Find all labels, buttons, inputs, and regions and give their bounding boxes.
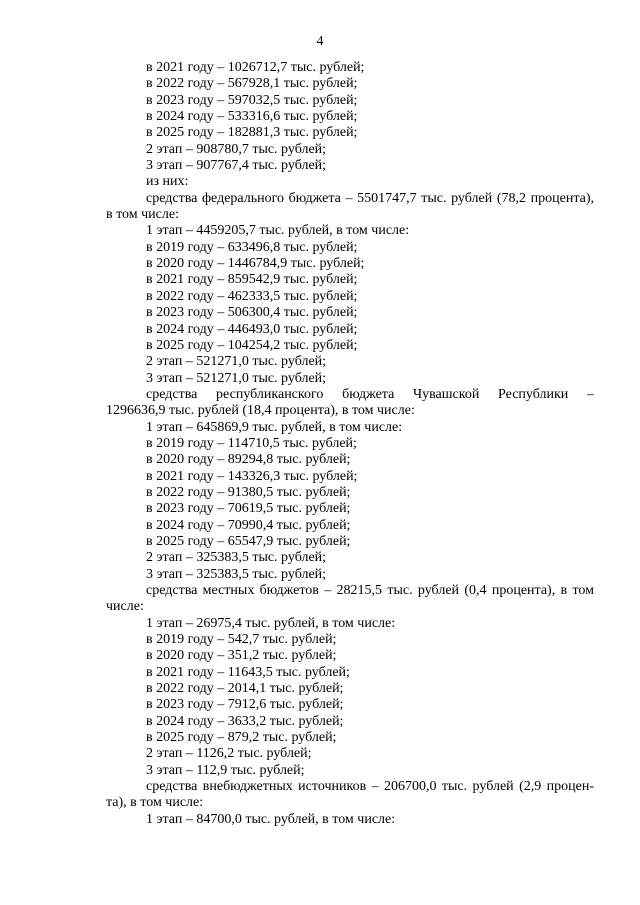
text-line: в 2025 году – 879,2 тыс. рублей; [146,730,337,746]
text-line: 1296636,9 тыс. рублей (18,4 процента), в том числе: [106,403,415,419]
text-line: в 2022 году – 567928,1 тыс. рублей; [146,76,358,92]
text-line: 2 этап – 1126,2 тыс. рублей; [146,746,312,762]
text-line: в 2024 году – 70990,4 тыс. рублей; [146,517,351,533]
text-line: 3 этап – 112,9 тыс. рублей; [146,762,305,778]
text-line: в 2021 году – 11643,5 тыс. рублей; [146,664,350,680]
text-line: в 2025 году – 65547,9 тыс. рублей; [146,533,351,549]
text-line: в 2024 году – 533316,6 тыс. рублей; [146,109,358,125]
text-line: 2 этап – 521271,0 тыс. рублей; [146,354,327,370]
text-line: в 2020 году – 1446784,9 тыс. рублей; [146,256,365,272]
text-line: в 2022 году – 2014,1 тыс. рублей; [146,681,344,697]
text-line: та), в том числе: [106,795,204,811]
text-line: 2 этап – 325383,5 тыс. рублей; [146,550,327,566]
text-line: в том числе: [106,207,179,223]
text-line: из них: [146,174,189,190]
text-line: 1 этап – 4459205,7 тыс. рублей, в том числе: [146,223,410,239]
text-line: в 2025 году – 182881,3 тыс. рублей; [146,125,358,141]
text-line: в 2023 году – 70619,5 тыс. рублей; [146,501,351,517]
text-line: 1 этап – 84700,0 тыс. рублей, в том числе: [146,811,396,827]
text-line: в 2023 году – 506300,4 тыс. рублей; [146,305,358,321]
text-line: 1 этап – 645869,9 тыс. рублей, в том числе: [146,419,403,435]
text-line: средства республиканского бюджета Чувашской Республики – [146,386,594,402]
document-body [106,60,594,828]
text-line: 3 этап – 325383,5 тыс. рублей; [146,566,327,582]
text-line: в 2022 году – 462333,5 тыс. рублей; [146,288,358,304]
text-line: 3 этап – 521271,0 тыс. рублей; [146,370,327,386]
text-line: в 2021 году – 143326,3 тыс. рублей; [146,468,358,484]
text-line: средства местных бюджетов – 28215,5 тыс. рублей (0,4 процента), в том [146,583,594,598]
text-line: 2 этап – 908780,7 тыс. рублей; [146,141,327,157]
text-line: средства федерального бюджета – 5501747,7 тыс. рублей (78,2 процента), [146,190,594,206]
text-line: 3 этап – 907767,4 тыс. рублей; [146,158,327,174]
text-line: в 2019 году – 114710,5 тыс. рублей; [146,435,357,451]
text-line: в 2022 году – 91380,5 тыс. рублей; [146,484,351,500]
text-line: в 2021 году – 859542,9 тыс. рублей; [146,272,358,288]
page-number: 4 [316,34,324,49]
text-line: в 2020 году – 89294,8 тыс. рублей; [146,452,351,468]
text-line: в 2024 году – 3633,2 тыс. рублей; [146,713,344,729]
text-line: в 2023 году – 597032,5 тыс. рублей; [146,92,358,108]
text-line: в 2020 году – 351,2 тыс. рублей; [146,648,337,664]
text-line: в 2025 году – 104254,2 тыс. рублей; [146,337,358,353]
text-line: в 2019 году – 633496,8 тыс. рублей; [146,239,358,255]
text-line: 1 этап – 26975,4 тыс. рублей, в том числе: [146,615,396,631]
text-line: в 2023 году – 7912,6 тыс. рублей; [146,697,344,713]
text-line: в 2019 году – 542,7 тыс. рублей; [146,632,337,648]
text-line: в 2021 году – 1026712,7 тыс. рублей; [146,60,365,75]
text-line: в 2024 году – 446493,0 тыс. рублей; [146,321,358,337]
text-line: числе: [106,599,144,615]
text-line: средства внебюджетных источников – 206700,0 тыс. рублей (2,9 процен- [146,779,594,795]
